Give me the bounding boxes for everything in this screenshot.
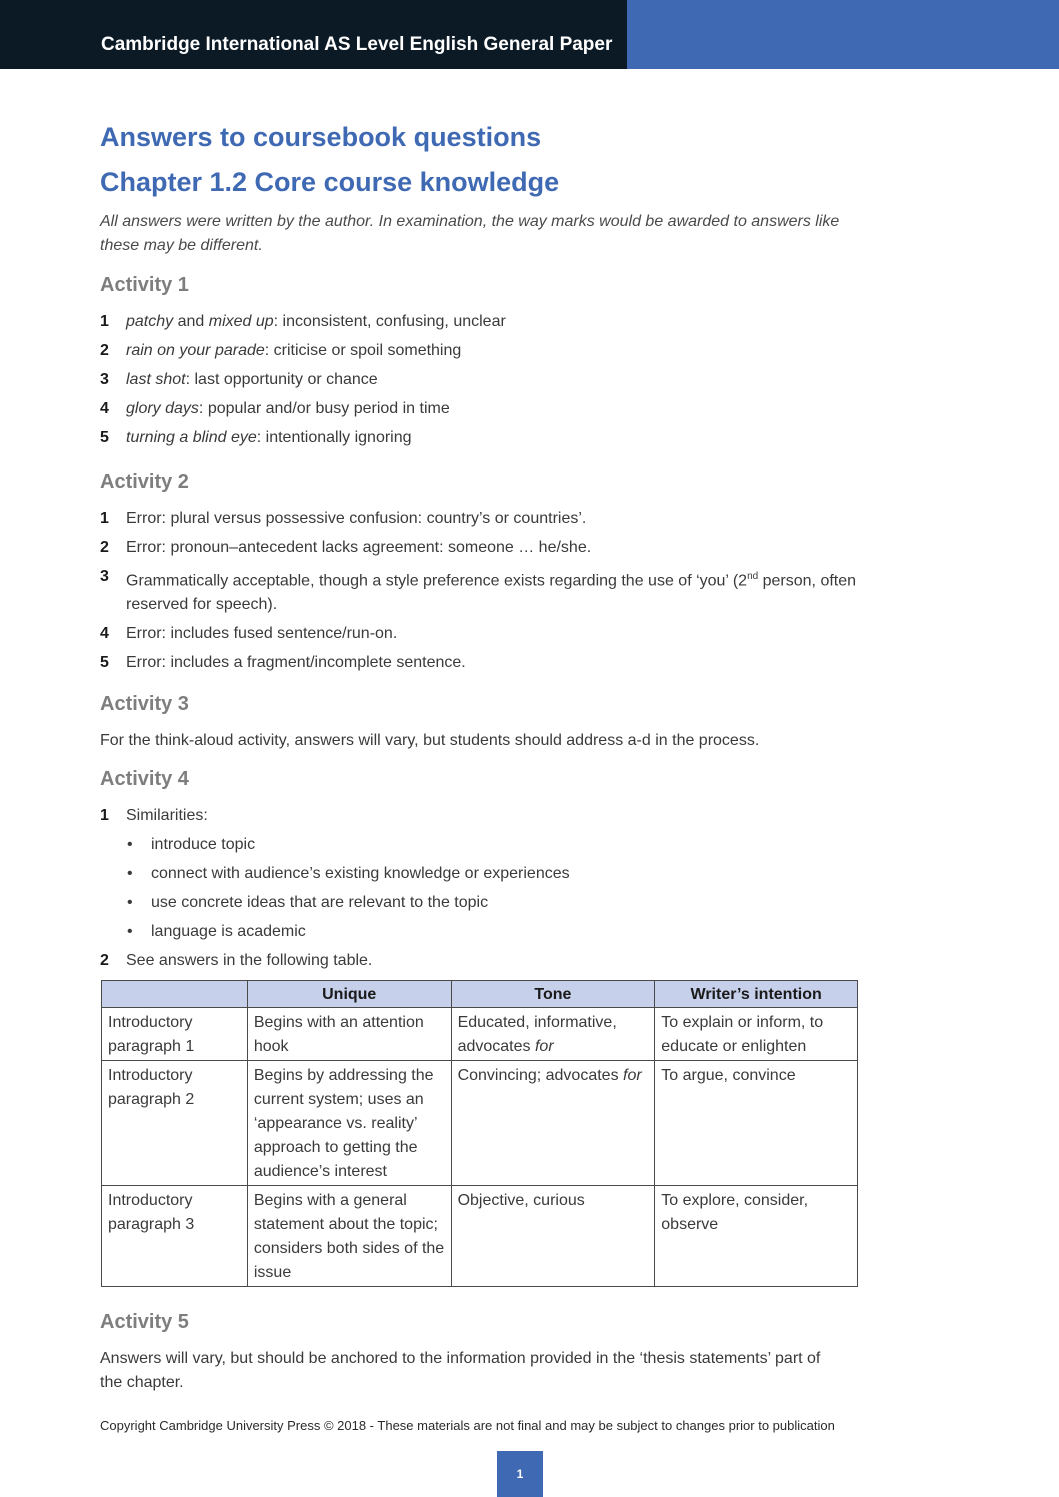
tone-cell <box>451 1061 655 1186</box>
item-number: 4 <box>100 400 109 417</box>
bullet-item <box>125 920 570 944</box>
list-item <box>100 804 870 828</box>
item-number: 2 <box>100 539 109 556</box>
chapter-title: Chapter 1.2 Core course knowledge <box>100 167 560 197</box>
tone-emphasis: for <box>623 1067 642 1084</box>
item-text: Grammatically acceptable, though a style preference exists regarding the use of ‘you’ (2 <box>126 572 748 590</box>
list-item <box>100 426 870 450</box>
list-item <box>100 339 870 363</box>
item-text: Error: pronoun–antecedent lacks agreement: someone … he/she. <box>126 539 592 556</box>
activity-1-heading: Activity 1 <box>100 274 189 296</box>
list-item <box>100 949 870 973</box>
list-item <box>100 310 870 334</box>
item-number: 4 <box>100 625 109 643</box>
unique-cell: Begins by addressing the current system; uses an ‘appearance vs. reality’ approach to getting the audience’s interest <box>247 1061 451 1186</box>
item-number: 1 <box>100 313 109 330</box>
row-label: Introductory paragraph 1 <box>102 1008 248 1061</box>
table-header-row <box>102 981 858 1008</box>
table-row <box>102 1061 858 1186</box>
bullet-dot-icon: • <box>127 923 133 940</box>
item-text: Similarities: <box>126 807 208 824</box>
item-text: person, often reserved for speech). <box>126 572 857 614</box>
bullet-text: connect with audience’s existing knowledge or experiences <box>151 865 570 882</box>
item-text: See answers in the following table. <box>126 952 373 969</box>
activity-5-text: Answers will vary, but should be anchored to the information provided in the ‘thesis statements’ part of the chapter. <box>100 1350 821 1391</box>
item-number: 5 <box>100 654 109 672</box>
bullet-text: language is academic <box>151 923 306 940</box>
table-header-cell: Tone <box>451 981 655 1008</box>
definition: : intentionally ignoring <box>256 429 412 446</box>
item-number: 2 <box>100 952 109 969</box>
row-label: Introductory paragraph 2 <box>102 1061 248 1186</box>
table-row <box>102 1186 858 1287</box>
row-label: Introductory paragraph 3 <box>102 1186 248 1287</box>
page-header <box>0 0 1059 69</box>
item-number: 3 <box>100 371 109 388</box>
unique-cell: Begins with a general statement about the topic; considers both sides of the issue <box>247 1186 451 1287</box>
item-text: Error: includes a fragment/incomplete sentence. <box>126 654 466 672</box>
connector: and <box>173 313 209 330</box>
list-item <box>100 651 870 675</box>
unique-cell: Begins with an attention hook <box>247 1008 451 1061</box>
page-number: 1 <box>497 1451 543 1497</box>
bullet-text: use concrete ideas that are relevant to the topic <box>151 894 489 911</box>
ordinal-suffix: nd <box>747 571 759 582</box>
table-row <box>102 1008 858 1061</box>
idiom-term: patchy <box>126 313 174 330</box>
copyright-footer: Copyright Cambridge University Press © 2018 - These materials are not final and may be subject to changes prior to publication <box>100 1418 835 1433</box>
table-header-cell <box>102 981 248 1008</box>
idiom-term: rain on your parade <box>126 342 265 359</box>
activity-4-heading: Activity 4 <box>100 768 189 790</box>
table-header-cell: Unique <box>247 981 451 1008</box>
definition: : inconsistent, confusing, unclear <box>273 313 506 330</box>
item-number: 5 <box>100 429 109 446</box>
list-item <box>100 397 870 421</box>
header-title: Cambridge International AS Level English General Paper <box>101 34 613 55</box>
tone-text: Educated, informative, advocates <box>457 1014 617 1055</box>
intention-cell: To explain or inform, to educate or enlighten <box>655 1008 858 1061</box>
bullet-item <box>125 891 570 915</box>
bullet-dot-icon: • <box>127 894 133 911</box>
tone-cell <box>451 1186 655 1287</box>
activity-2-heading: Activity 2 <box>100 471 189 493</box>
bullet-dot-icon: • <box>127 865 133 882</box>
definition: : last opportunity or chance <box>185 371 378 388</box>
activity-4-item-1 <box>100 804 870 833</box>
idiom-term: last shot <box>126 371 186 388</box>
table-header-cell: Writer’s intention <box>655 981 858 1008</box>
idiom-term: glory days <box>126 400 199 417</box>
intention-cell: To argue, convince <box>655 1061 858 1186</box>
header-blue-band <box>627 0 1059 69</box>
item-number: 1 <box>100 510 109 527</box>
list-item <box>100 368 870 392</box>
bullet-item <box>125 833 570 857</box>
bullet-dot-icon: • <box>127 836 133 853</box>
list-item <box>100 622 870 646</box>
item-number: 3 <box>100 568 109 585</box>
tone-cell <box>451 1008 655 1061</box>
tone-emphasis: for <box>534 1038 554 1055</box>
doc-title: Answers to coursebook questions <box>100 122 542 152</box>
intention-cell: To explore, consider, observe <box>655 1186 858 1287</box>
list-item <box>100 536 870 560</box>
definition: : popular and/or busy period in time <box>198 400 450 417</box>
item-text: Error: plural versus possessive confusion: country’s or countries’. <box>126 510 587 527</box>
activity-3-text: For the think-aloud activity, answers will vary, but students should address a-d in the process. <box>100 732 760 749</box>
item-number: 2 <box>100 342 109 359</box>
activity-4-item-2 <box>100 949 870 978</box>
bullet-text: introduce topic <box>151 836 256 853</box>
activity-1-list <box>100 310 870 455</box>
tone-text: Convincing; advocates <box>457 1067 624 1084</box>
list-item <box>100 565 870 617</box>
activity-5-heading: Activity 5 <box>100 1311 189 1333</box>
idiom-term: mixed up <box>208 313 274 330</box>
item-number: 1 <box>100 807 109 824</box>
similarities-list <box>125 833 570 949</box>
item-text: Error: includes fused sentence/run-on. <box>126 625 398 643</box>
activity-2-list <box>100 507 870 680</box>
intro-note: All answers were written by the author. In examination, the way marks would be awarded to answers like these may be different. <box>100 213 840 254</box>
tone-text: Objective, curious <box>457 1192 585 1209</box>
intro-paragraphs-table <box>101 980 858 1287</box>
idiom-term: turning a blind eye <box>126 429 257 446</box>
activity-3-heading: Activity 3 <box>100 693 189 715</box>
definition: : criticise or spoil something <box>264 342 462 359</box>
bullet-item <box>125 862 570 886</box>
list-item <box>100 507 870 531</box>
